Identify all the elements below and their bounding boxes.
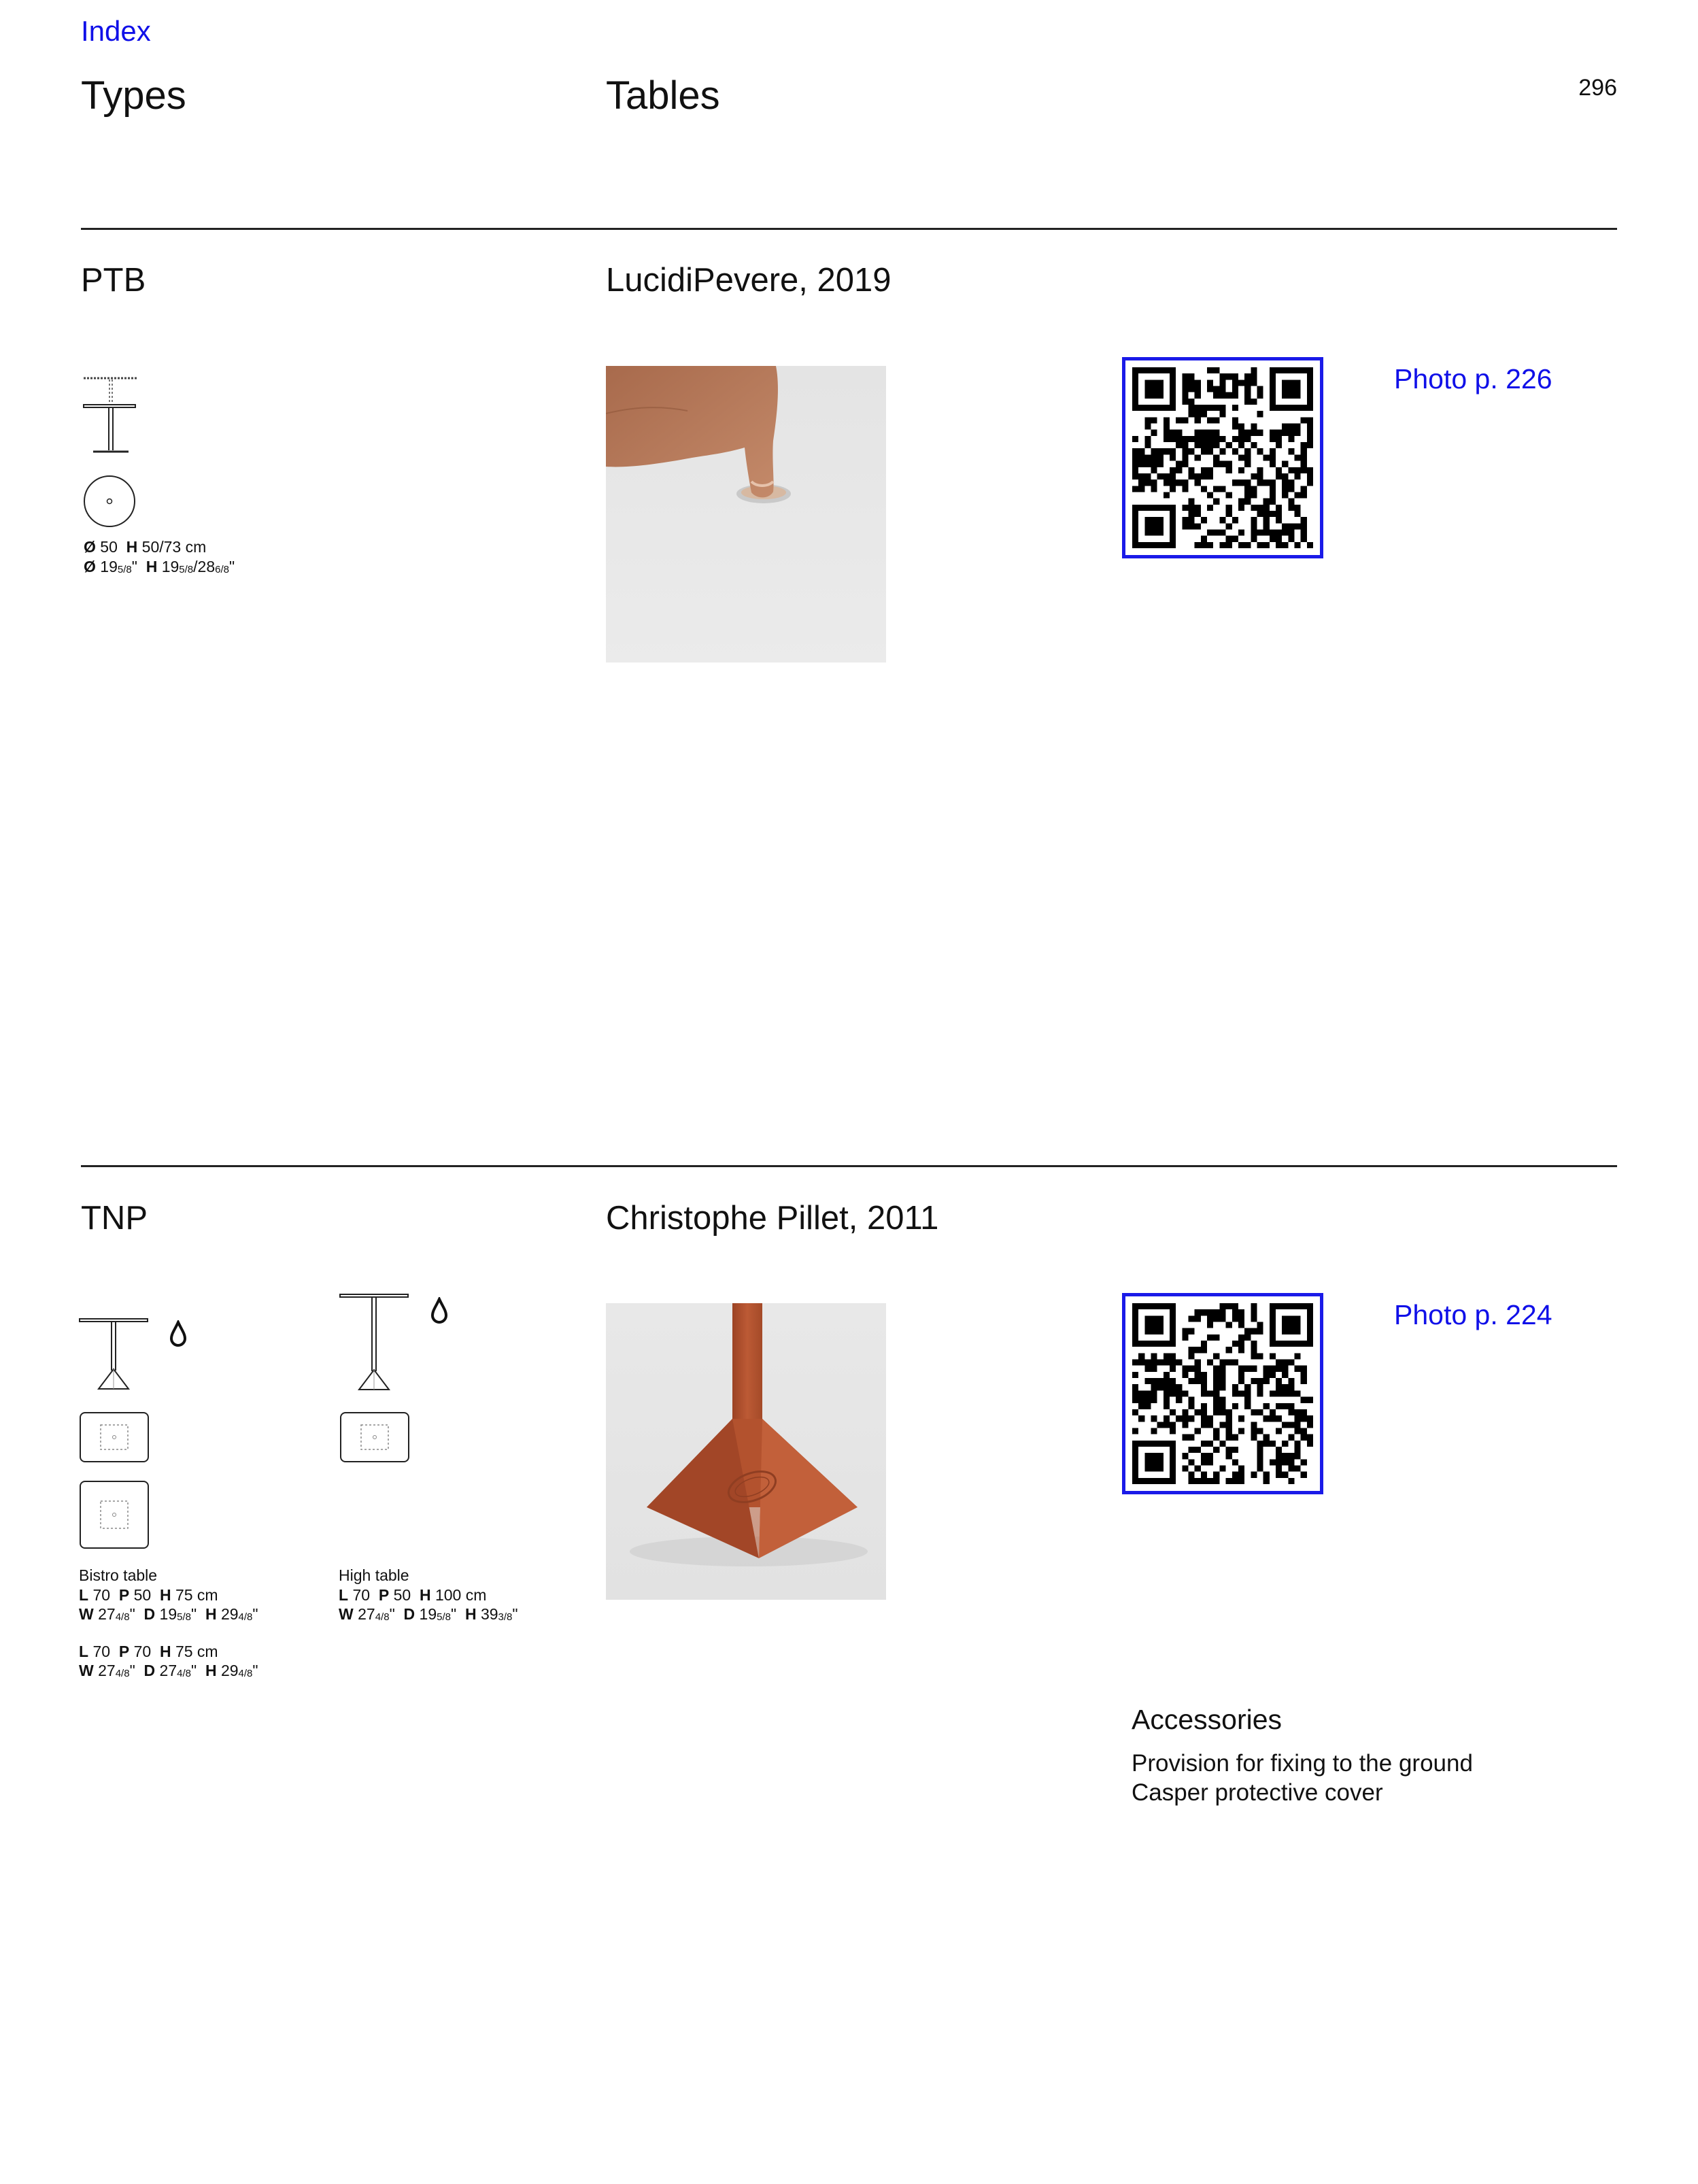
dimensions-inch: W $27_{4/8}$" D $27_{4/8}$" H $29_{4/8}$" — [79, 1662, 258, 1679]
page-number: 296 — [1578, 75, 1617, 101]
designer-year: LucidiPevere, 2019 — [606, 262, 892, 299]
dimensions-inch: Ø $19_{5/8}$" H $19_{5/8}/28_{6/8}$" — [84, 558, 235, 575]
dimensions-inch: W $27_{4/8}$" D $19_{5/8}$" H $29_{4/8}$" — [79, 1605, 258, 1623]
section-divider — [81, 1165, 1617, 1167]
table-side-view-icon — [337, 1292, 413, 1394]
table-top-view-icon — [82, 474, 137, 528]
product-photo — [606, 1303, 886, 1600]
dimensions-cm: L 70 P 70 H 75 cm — [79, 1643, 218, 1660]
product-photo — [606, 366, 886, 662]
table-side-view-icon — [77, 1316, 153, 1394]
table-side-view-icon — [81, 373, 142, 458]
table-top-view-icon — [79, 1480, 150, 1549]
section-title: Types — [81, 73, 186, 118]
product-code: TNP — [81, 1200, 148, 1237]
index-link[interactable]: Index — [81, 15, 151, 47]
section-divider — [81, 228, 1617, 230]
accessory-item: Casper protective cover — [1132, 1779, 1383, 1806]
variant-name: Bistro table — [79, 1566, 158, 1584]
photo-page-link[interactable]: Photo p. 226 — [1394, 363, 1552, 394]
outdoor-drop-icon — [168, 1320, 188, 1347]
product-code: PTB — [81, 262, 146, 299]
designer-year: Christophe Pillet, 2011 — [606, 1200, 939, 1237]
dimensions-cm: L 70 P 50 H 75 cm — [79, 1586, 218, 1604]
dimensions-cm: L 70 P 50 H 100 cm — [339, 1586, 487, 1604]
accessories-title: Accessories — [1132, 1704, 1283, 1735]
dimensions-inch: W $27_{4/8}$" D $19_{5/8}$" H $39_{3/8}$" — [339, 1605, 518, 1623]
photo-page-link[interactable]: Photo p. 224 — [1394, 1299, 1552, 1330]
dimensions-cm: Ø 50 H 50/73 cm — [84, 538, 207, 556]
qr-code-icon[interactable] — [1122, 357, 1323, 558]
category-title: Tables — [606, 73, 720, 118]
variant-name: High table — [339, 1566, 409, 1584]
outdoor-drop-icon — [429, 1297, 449, 1324]
qr-code-icon[interactable] — [1122, 1293, 1323, 1494]
accessory-item: Provision for fixing to the ground — [1132, 1750, 1473, 1777]
table-top-view-icon — [79, 1411, 150, 1463]
table-top-view-icon — [339, 1411, 410, 1463]
